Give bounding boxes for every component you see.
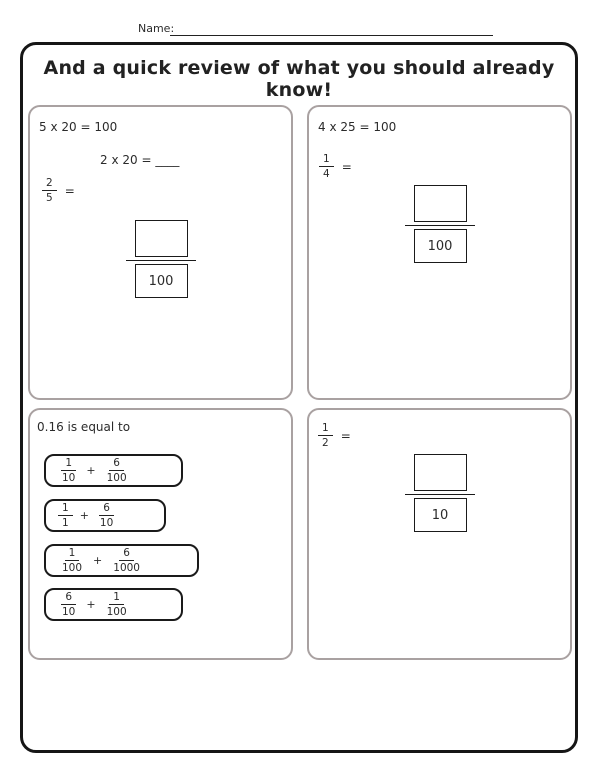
fraction-numerator: 6 <box>99 502 114 516</box>
fraction-numerator: 1 <box>319 153 334 167</box>
fraction-denominator: 2 <box>322 437 329 450</box>
fraction-numerator: 6 <box>61 591 76 605</box>
fraction-numerator: 1 <box>109 591 124 605</box>
name-input-line[interactable] <box>170 21 493 36</box>
fraction <box>318 422 333 449</box>
fraction-denominator: 1000 <box>113 562 140 574</box>
answer-box-denominator: 100 <box>414 229 467 263</box>
plus-sign: + <box>79 509 89 522</box>
fraction-bar <box>405 225 475 226</box>
fraction-numerator: 2 <box>42 177 57 191</box>
equals-sign: = <box>64 183 75 198</box>
answer-fraction-box <box>405 454 475 532</box>
plus-sign: + <box>86 598 96 611</box>
fraction <box>58 591 79 618</box>
answer-option-4[interactable] <box>44 588 183 621</box>
answer-fraction-box <box>126 220 196 298</box>
equation-line: 4 x 25 = 100 <box>318 120 397 134</box>
plus-sign: + <box>93 554 103 567</box>
fraction-denominator: 10 <box>99 517 114 529</box>
fraction-bar <box>126 260 196 261</box>
page-title: And a quick review of what you should already know! <box>43 57 555 101</box>
answer-box-empty[interactable] <box>414 185 467 222</box>
answer-fraction-box <box>405 185 475 263</box>
fraction-numerator: 1 <box>65 547 80 561</box>
fraction <box>58 457 79 484</box>
fraction <box>109 547 144 574</box>
answer-option-1[interactable] <box>44 454 183 487</box>
fraction <box>58 547 86 574</box>
equation-line: 5 x 20 = 100 <box>39 120 118 134</box>
fraction-denominator: 100 <box>62 562 83 574</box>
answer-box-empty[interactable] <box>414 454 467 491</box>
fraction-denominator: 100 <box>106 472 127 484</box>
fraction <box>58 502 73 529</box>
answer-option-2[interactable] <box>44 499 166 532</box>
panel-top-right <box>307 105 572 400</box>
fraction-bar <box>405 494 475 495</box>
fraction-denominator: 1 <box>62 517 69 529</box>
fraction-numerator: 1 <box>61 457 76 471</box>
panel-bottom-right <box>307 408 572 660</box>
answer-box-denominator: 10 <box>414 498 467 532</box>
fraction-denominator: 10 <box>62 472 76 484</box>
panel-top-left <box>28 105 293 400</box>
fraction-denominator: 10 <box>62 606 76 618</box>
fraction-denominator: 100 <box>106 606 127 618</box>
fraction <box>319 153 334 180</box>
fraction <box>96 502 117 529</box>
fraction-numerator: 1 <box>58 502 73 516</box>
fraction-numerator: 6 <box>109 457 124 471</box>
fraction-numerator: 1 <box>318 422 333 436</box>
fraction-prompt <box>42 177 75 204</box>
equals-sign: = <box>341 159 352 174</box>
fraction <box>103 457 131 484</box>
answer-box-empty[interactable] <box>135 220 188 257</box>
fraction-numerator: 6 <box>119 547 134 561</box>
equals-sign: = <box>340 428 351 443</box>
equation-blank-line: 2 x 20 = ____ <box>100 153 180 167</box>
answer-box-denominator: 100 <box>135 264 188 298</box>
panel-bottom-left <box>28 408 293 660</box>
plus-sign: + <box>86 464 96 477</box>
answer-option-3[interactable] <box>44 544 199 577</box>
fraction-prompt <box>319 153 352 180</box>
name-label: Name: <box>138 22 175 35</box>
fraction-denominator: 5 <box>46 192 53 205</box>
fraction-denominator: 4 <box>323 168 330 181</box>
fraction <box>42 177 57 204</box>
prompt-text: 0.16 is equal to <box>37 420 131 434</box>
fraction <box>103 591 131 618</box>
fraction-prompt <box>318 422 351 449</box>
